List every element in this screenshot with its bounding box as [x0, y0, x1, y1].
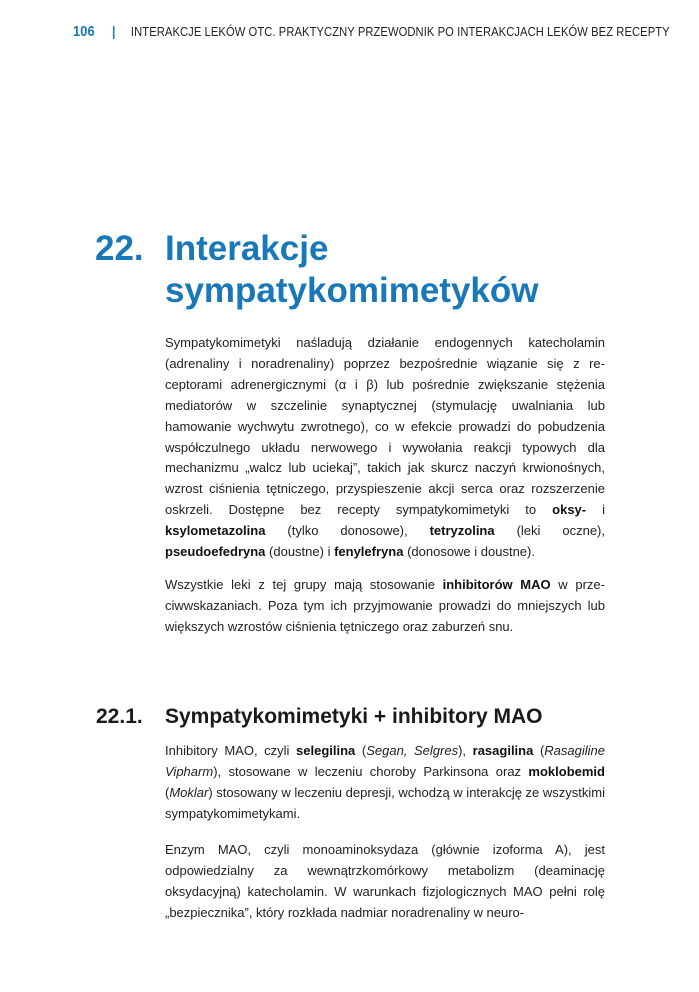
section-heading: [96, 704, 543, 730]
drug-class: inhibitorów MAO: [442, 577, 551, 592]
paragraph-mao-inhibitors: Inhibitory MAO, czyli selegilina (Segan, Selgres), rasagilina (Rasagiline Vipharm), stosowane w leczeniu choroby Parkinsona oraz moklobemid (Moklar) stosowany w leczeniu depresji, wchodzą w interakcję ze wszystkimi sympatykomimetykami.: [165, 743, 606, 821]
drug-name: rasagilina: [472, 743, 534, 758]
drug-name: moklobemid: [528, 763, 605, 779]
drug-name: pseudoefedryna: [165, 544, 266, 560]
brand-names: Moklar: [169, 784, 209, 800]
paragraph-contraindications: Wszystkie leki z tej grupy mają stosowanie inhibitorów MAO w przeciwwskazaniach. Poza tym ich przyjmowanie prowadzi do mniejszych lub większych wzrostów ciśnienia tętniczego oraz zaburzeń snu.: [165, 577, 605, 634]
paragraph-mao-enzyme: Enzym MAO, czyli monoaminoksydaza (głównie izoforma A), jest odpowiedzialny za wewnątrzkomórkowy metabolizm (deaminację oksydacyjną) katecholamin. W warunkach fizjologicznych MAO pełni rolę „bezpiecznika”, który rozkłada nadmiar noradrenaliny w neuro-: [165, 842, 605, 920]
chapter-title: [165, 228, 538, 312]
drug-name: fenylefryna: [334, 544, 404, 560]
book-title: INTERAKCJE LEKÓW OTC. PRAKTYCZNY PRZEWODNIK PO INTERAKCJACH LEKÓW BEZ RECEPTY: [130, 23, 670, 39]
chapter-title-line2: sympatykomimetyków: [165, 271, 539, 310]
drug-name: selegilina: [296, 743, 356, 758]
paragraph-intro: Sympatykomimetyki naśladują działanie endogennych katecholamin (adrenaliny i noradrenaliny) poprzez bezpośrednie wiązanie się z receptorami adrenergicznymi (α i β) lub pośrednie zwiększanie stężenia mediatorów w szczelinie synaptycznej (stymulację uwalniania lub hamowanie wychwytu zwrotnego), co w efekcie prowadzi do pobudzenia współczulnego układu nerwowego i wywołania reakcji typowych dla mechanizmu „walcz lub uciekaj”, takich jak skurcz naczyń krwionośnych, wzrost ciśnienia tętniczego, przyspieszenie akcji serca oraz rozszerzenie oskrzeli. Dostępne bez recepty sympatykomimetyki to oksy- i ksylometazolina (tylko donosowe), tetryzolina (leki oczne), pseudoefedryna (doustne) i fenylefryna (donosowe i doustne).: [165, 335, 606, 560]
running-header: [73, 20, 670, 42]
brand-names: Rasagiline Vipharm: [165, 743, 605, 779]
section-number: 22.1.: [96, 705, 143, 728]
drug-name: ksylometazolina: [165, 523, 266, 539]
section-title: Sympatykomimetyki + inhibitory MAO: [165, 705, 543, 728]
brand-names: Segan, Selgres: [366, 743, 459, 758]
chapter-title-line1: Interakcje: [165, 229, 329, 268]
chapter-heading: [95, 228, 538, 312]
page-number: 106: [73, 22, 95, 40]
chapter-number: 22.: [95, 229, 144, 268]
drug-name: tetryzolina: [429, 523, 495, 539]
drug-name: oksy-: [552, 502, 587, 518]
header-separator: |: [111, 23, 116, 39]
